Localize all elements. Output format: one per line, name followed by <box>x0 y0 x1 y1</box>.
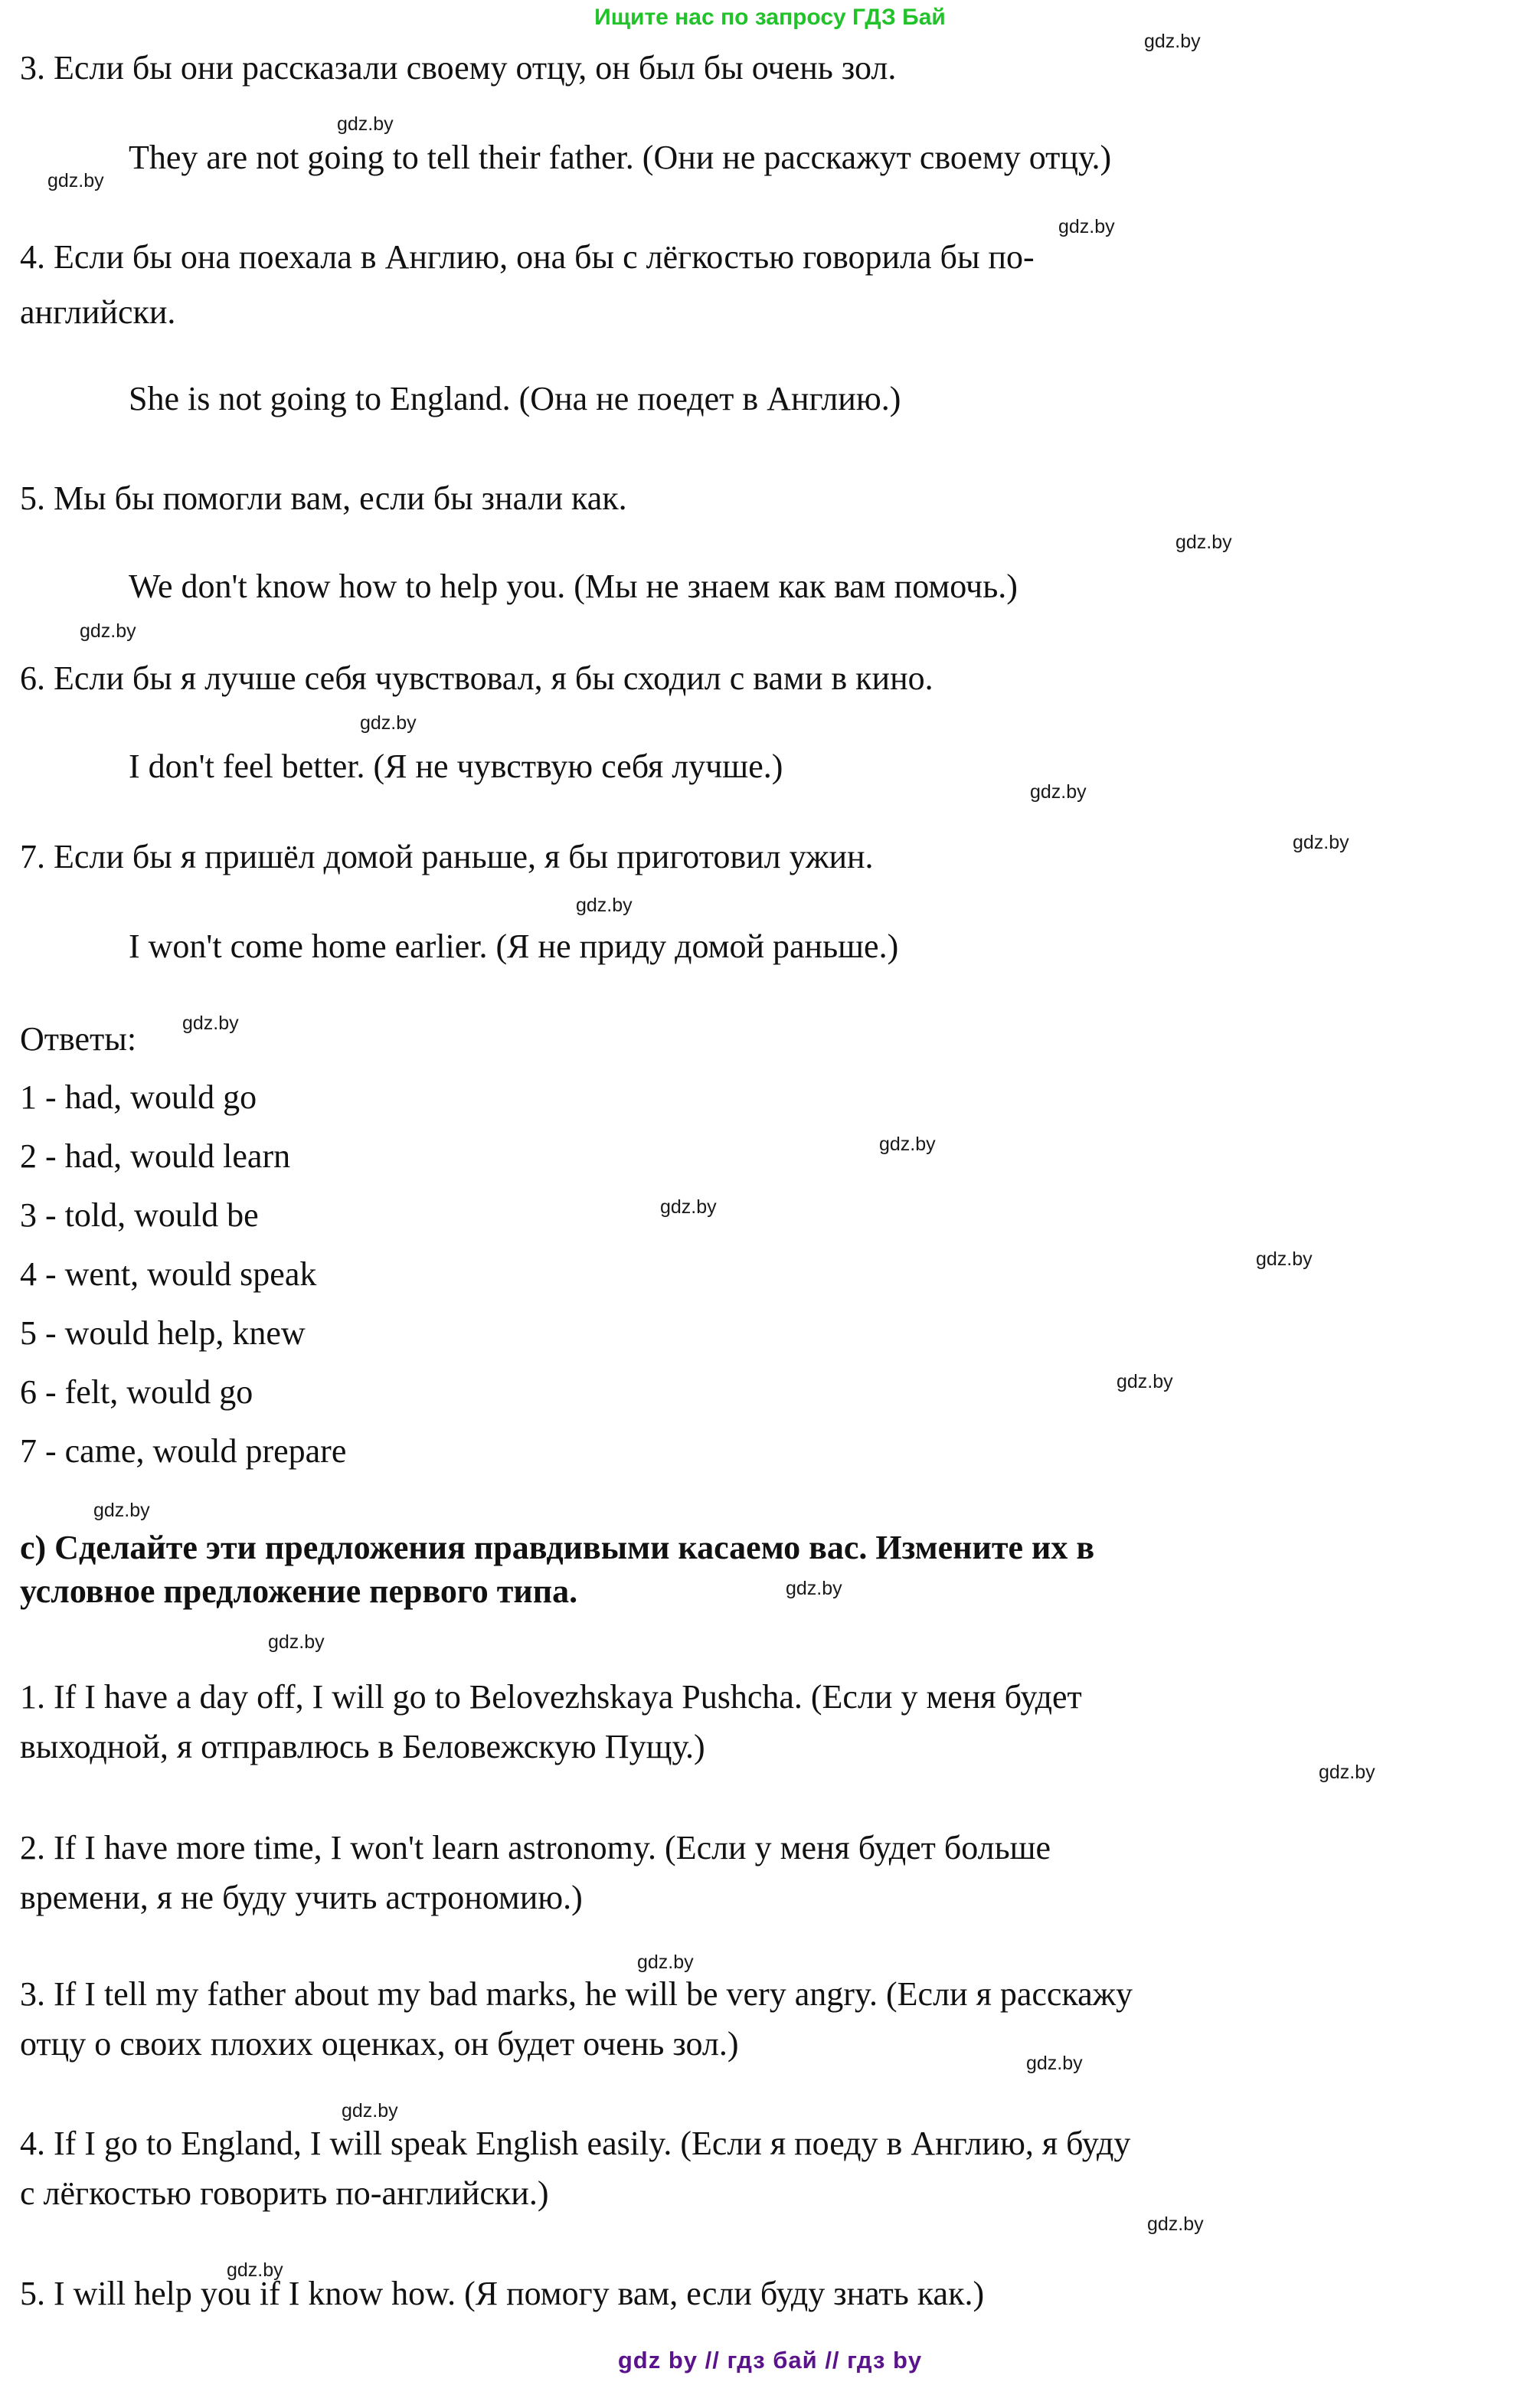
watermark-gdz-by: gdz.by <box>1026 2053 1083 2074</box>
watermark-gdz-by: gdz.by <box>1319 1762 1375 1783</box>
answers-heading: Ответы: <box>20 1020 137 1058</box>
watermark-gdz-by: gdz.by <box>786 1578 842 1599</box>
task-c-item-3-line-1: 3. If I tell my father about my bad marks, he will be very angry. (Если я расскажу <box>20 1975 1133 2013</box>
answer-item-2: 2 - had, would learn <box>20 1137 291 1175</box>
answer-item-6: 6 - felt, would go <box>20 1373 253 1411</box>
task-c-item-1-line-1: 1. If I have a day off, I will go to Belovezhskaya Pushcha. (Если у меня будет <box>20 1678 1082 1716</box>
top-promo-banner: Ищите нас по запросу ГДЗ Бай <box>594 5 946 30</box>
task-c-item-3-line-2: отцу о своих плохих оценках, он будет очень зол.) <box>20 2025 739 2063</box>
exercise-line-q4-en: She is not going to England. (Она не поедет в Англию.) <box>129 380 901 417</box>
watermark-gdz-by: gdz.by <box>637 1952 694 1973</box>
watermark-gdz-by: gdz.by <box>337 113 394 135</box>
task-c-heading-line-2: условное предложение первого типа. <box>20 1572 578 1610</box>
watermark-gdz-by: gdz.by <box>268 1631 325 1653</box>
watermark-gdz-by: gdz.by <box>879 1134 936 1155</box>
answer-item-4: 4 - went, would speak <box>20 1255 317 1293</box>
watermark-gdz-by: gdz.by <box>80 620 136 642</box>
watermark-gdz-by: gdz.by <box>576 895 633 916</box>
exercise-line-q5-en: We don't know how to help you. (Мы не знаем как вам помочь.) <box>129 568 1018 605</box>
task-c-item-2-line-2: времени, я не буду учить астрономию.) <box>20 1879 583 1916</box>
watermark-gdz-by: gdz.by <box>182 1013 239 1034</box>
exercise-line-q3-en: They are not going to tell their father. (Они не расскажут своему отцу.) <box>129 139 1112 176</box>
watermark-gdz-by: gdz.by <box>1293 832 1349 853</box>
task-c-item-2-line-1: 2. If I have more time, I won't learn astronomy. (Если у меня будет больше <box>20 1829 1051 1866</box>
exercise-line-q7-en: I won't come home earlier. (Я не приду домой раньше.) <box>129 928 899 965</box>
watermark-gdz-by: gdz.by <box>1144 31 1201 52</box>
watermark-gdz-by: gdz.by <box>660 1196 717 1218</box>
watermark-gdz-by: gdz.by <box>1058 216 1115 237</box>
watermark-gdz-by: gdz.by <box>1030 781 1087 803</box>
exercise-line-q6-en: I don't feel better. (Я не чувствую себя лучше.) <box>129 748 783 785</box>
answer-item-7: 7 - came, would prepare <box>20 1432 347 1470</box>
exercise-line-q7-ru: 7. Если бы я пришёл домой раньше, я бы приготовил ужин. <box>20 838 874 875</box>
watermark-gdz-by: gdz.by <box>47 170 104 191</box>
watermark-gdz-by: gdz.by <box>342 2100 398 2122</box>
exercise-line-q4-ru-b: английски. <box>20 293 176 331</box>
bottom-promo-banner: gdz by // гдз бай // гдз by <box>617 2347 923 2374</box>
watermark-gdz-by: gdz.by <box>1256 1248 1313 1270</box>
task-c-heading-line-1: c) Сделайте эти предложения правдивыми касаемо вас. Измените их в <box>20 1529 1095 1566</box>
watermark-gdz-by: gdz.by <box>93 1500 150 1521</box>
task-c-item-4-line-1: 4. If I go to England, I will speak English easily. (Если я поеду в Англию, я буду <box>20 2125 1131 2162</box>
watermark-gdz-by: gdz.by <box>1117 1371 1173 1392</box>
exercise-line-q5-ru: 5. Мы бы помогли вам, если бы знали как. <box>20 479 627 517</box>
exercise-line-q6-ru: 6. Если бы я лучше себя чувствовал, я бы сходил с вами в кино. <box>20 659 933 697</box>
task-c-item-5: 5. I will help you if I know how. (Я помогу вам, если буду знать как.) <box>20 2275 985 2312</box>
watermark-gdz-by: gdz.by <box>1175 532 1232 553</box>
watermark-gdz-by: gdz.by <box>1147 2213 1204 2235</box>
answer-item-3: 3 - told, would be <box>20 1196 259 1234</box>
task-c-item-1-line-2: выходной, я отправлюсь в Беловежскую Пущу.) <box>20 1728 705 1765</box>
watermark-gdz-by: gdz.by <box>227 2259 283 2281</box>
watermark-gdz-by: gdz.by <box>360 712 417 734</box>
answer-item-5: 5 - would help, knew <box>20 1314 306 1352</box>
task-c-item-4-line-2: с лёгкостью говорить по-английски.) <box>20 2174 549 2212</box>
exercise-line-q4-ru-a: 4. Если бы она поехала в Англию, она бы с лёгкостью говорила бы по- <box>20 238 1035 276</box>
answer-item-1: 1 - had, would go <box>20 1078 257 1116</box>
exercise-line-q3-ru: 3. Если бы они рассказали своему отцу, он был бы очень зол. <box>20 49 897 87</box>
